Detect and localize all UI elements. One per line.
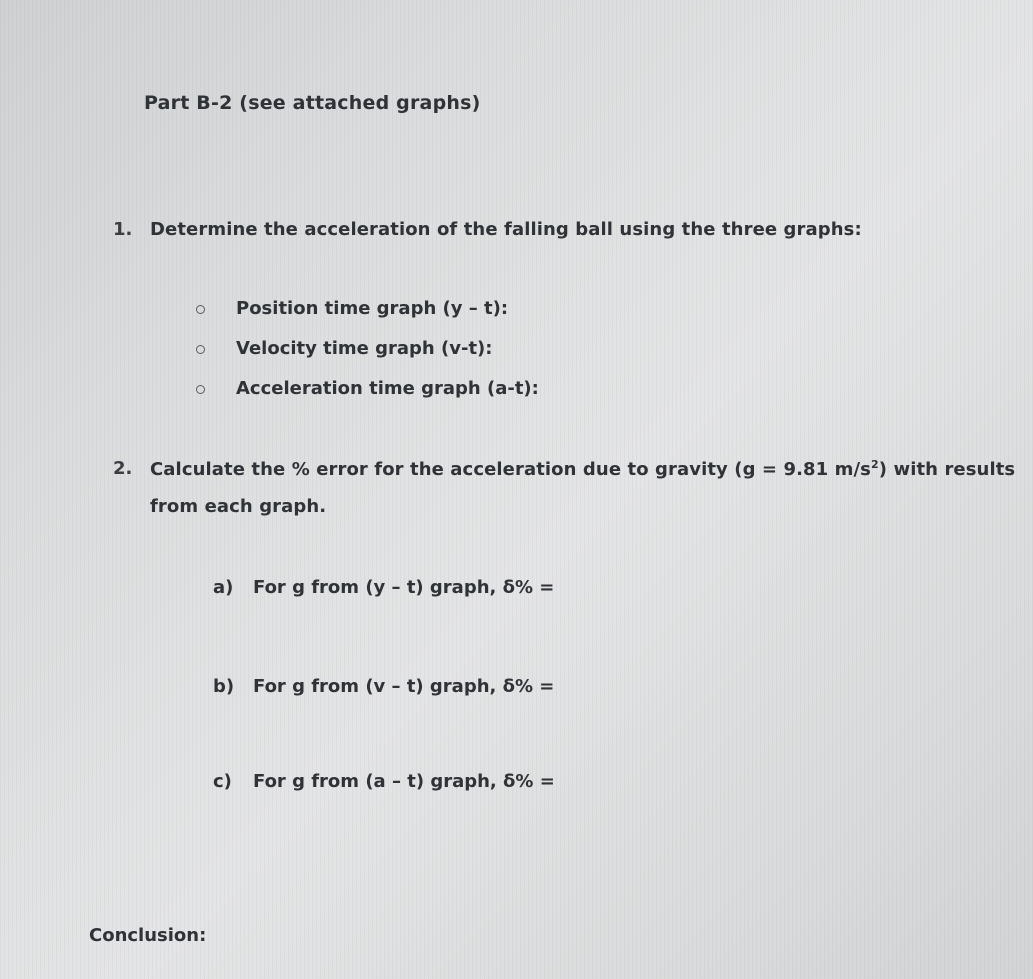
question-1-number: 1.: [113, 219, 133, 240]
bullet-circle-icon: [196, 345, 205, 354]
subpart-a-label: a): [213, 577, 234, 598]
subpart-c-label: c): [213, 771, 232, 792]
bullet-circle-icon: [196, 305, 205, 314]
question-2-number: 2.: [113, 458, 133, 479]
question-2-line-2: from each graph.: [150, 496, 327, 517]
question-2-line-1-main: Calculate the % error for the acceleration due to gravity (g = 9.81 m/s: [150, 459, 871, 480]
subpart-a-text: For g from (y – t) graph, δ% =: [253, 577, 555, 598]
subpart-b-label: b): [213, 676, 235, 697]
bullet-acceleration-time: Acceleration time graph (a-t):: [236, 378, 539, 399]
page-title: Part B-2 (see attached graphs): [144, 92, 481, 114]
bullet-position-time: Position time graph (y – t):: [236, 298, 509, 319]
question-2-line-1: [150, 458, 1015, 480]
subpart-b-text: For g from (v – t) graph, δ% =: [253, 676, 555, 697]
question-2-line-1-end: ) with results: [878, 459, 1016, 480]
subpart-c-text: For g from (a – t) graph, δ% =: [253, 771, 555, 792]
conclusion-label: Conclusion:: [89, 925, 207, 946]
question-1-text: Determine the acceleration of the falling ball using the three graphs:: [150, 219, 862, 240]
bullet-circle-icon: [196, 385, 205, 394]
exponent: 2: [871, 458, 879, 471]
bullet-velocity-time: Velocity time graph (v-t):: [236, 338, 493, 359]
